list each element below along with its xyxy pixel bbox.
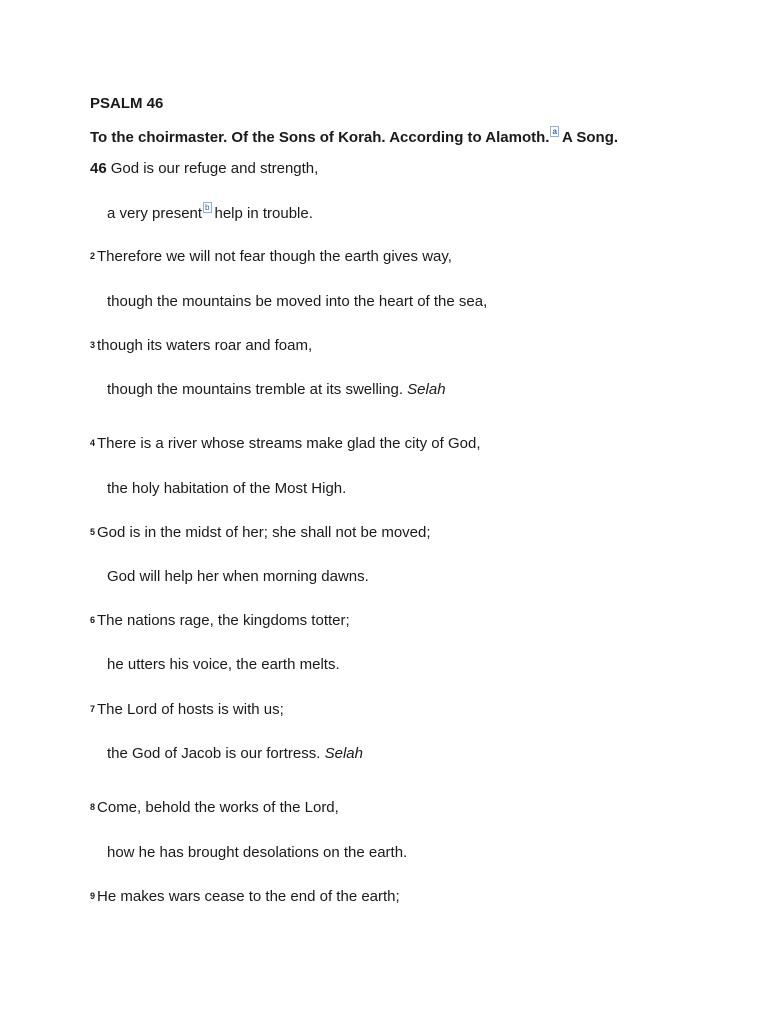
page-title: PSALM 46 <box>90 95 164 112</box>
verse-number: 5 <box>90 527 96 537</box>
verse-number: 3 <box>90 340 96 350</box>
verse-text: God is in the midst of her; she shall not be moved; <box>97 524 431 541</box>
verse-6-line-a <box>90 612 350 630</box>
verse-1-line-a <box>90 160 318 178</box>
verse-text: help in trouble. <box>214 205 313 222</box>
verse-2-line-b: though the mountains be moved into the heart of the sea, <box>107 293 488 310</box>
verse-text: though its waters roar and foam, <box>97 337 313 354</box>
verse-1-line-b <box>107 205 313 223</box>
verse-7-line-a <box>90 701 284 719</box>
verse-number: 7 <box>90 704 96 714</box>
verse-6-line-b: he utters his voice, the earth melts. <box>107 656 340 673</box>
verse-number: 8 <box>90 802 96 812</box>
verse-5-line-a <box>90 524 431 542</box>
verse-7-line-b <box>107 745 363 763</box>
verse-number: 6 <box>90 615 96 625</box>
verse-4-line-b: the holy habitation of the Most High. <box>107 480 347 497</box>
selah: Selah <box>407 381 446 398</box>
selah: Selah <box>324 745 363 762</box>
superscription <box>90 129 618 147</box>
chapter-number: 46 <box>90 160 107 177</box>
verse-text: a very present <box>107 205 203 222</box>
verse-text: Therefore we will not fear though the earth gives way, <box>97 248 452 265</box>
verse-2-line-a <box>90 248 452 266</box>
verse-text: Come, behold the works of the Lord, <box>97 799 339 816</box>
verse-text: though the mountains tremble at its swelling. <box>107 381 403 398</box>
verse-number: 4 <box>90 438 96 448</box>
verse-text: There is a river whose streams make glad the city of God, <box>97 435 481 452</box>
verse-3-line-b <box>107 381 446 399</box>
superscription-tail: A Song. <box>561 129 619 146</box>
verse-4-line-a <box>90 435 481 453</box>
verse-5-line-b: God will help her when morning dawns. <box>107 568 369 585</box>
footnote-link-a[interactable]: a <box>552 127 557 136</box>
footnote-link-b[interactable]: b <box>205 203 210 212</box>
verse-number: 9 <box>90 891 96 901</box>
verse-8-line-b: how he has brought desolations on the earth. <box>107 844 408 861</box>
verse-text: God is our refuge and strength, <box>110 160 319 177</box>
verse-8-line-a <box>90 799 339 817</box>
verse-text: He makes wars cease to the end of the earth; <box>97 888 400 905</box>
verse-3-line-a <box>90 337 312 355</box>
verse-text: The Lord of hosts is with us; <box>97 701 284 718</box>
verse-number: 2 <box>90 251 96 261</box>
verse-text: The nations rage, the kingdoms totter; <box>97 612 350 629</box>
verse-9-line-a <box>90 888 400 906</box>
verse-text: the God of Jacob is our fortress. <box>107 745 321 762</box>
superscription-text: To the choirmaster. Of the Sons of Korah. According to Alamoth. <box>90 129 550 146</box>
